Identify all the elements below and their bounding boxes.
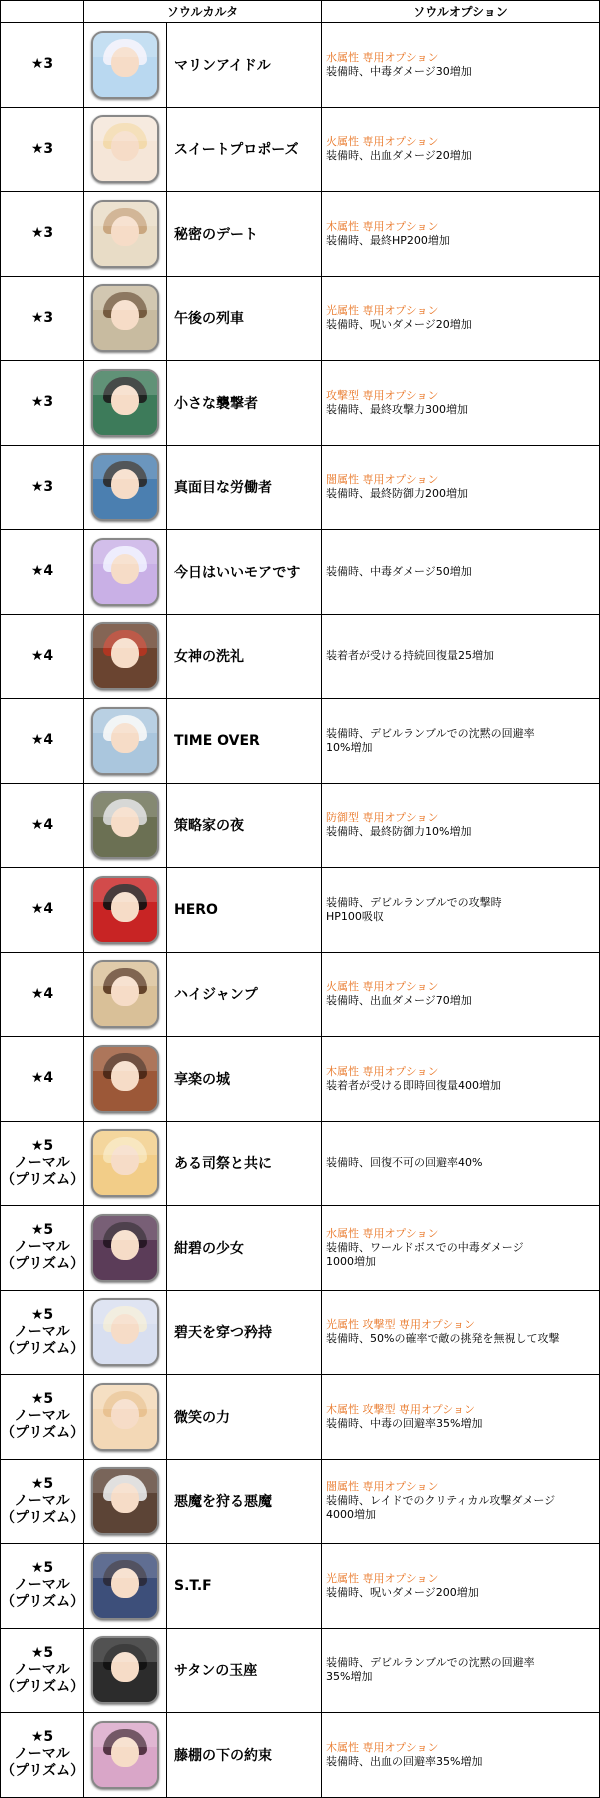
carta-name: 午後の列車 <box>167 276 322 361</box>
portrait-gloss <box>93 1554 157 1578</box>
option-description: 装備時、ワールドボスでの中毒ダメージ 1000増加 <box>326 1240 524 1268</box>
rarity-line: ★4 <box>30 1070 54 1087</box>
carta-portrait-icon[interactable] <box>91 1129 159 1197</box>
rarity-line: （プリズム） <box>1 1763 85 1780</box>
table-row <box>1 445 600 530</box>
portrait-gloss <box>93 709 157 733</box>
option-cell <box>322 1290 600 1375</box>
carta-portrait-icon[interactable] <box>91 1383 159 1451</box>
portrait-gloss <box>93 1131 157 1155</box>
table-row <box>1 1544 600 1629</box>
icon-cell <box>84 1459 167 1544</box>
option-description: 装備時、最終HP200増加 <box>326 233 450 247</box>
rarity-line: （プリズム） <box>1 1256 85 1273</box>
carta-name: 碧天を穿つ矜持 <box>167 1290 322 1375</box>
table-row <box>1 361 600 446</box>
option-description: 装備時、最終防御力200増加 <box>326 487 469 501</box>
table-row <box>1 1459 600 1544</box>
rarity-line: （プリズム） <box>1 1594 85 1611</box>
rarity-line: ★4 <box>30 816 54 833</box>
option-cell <box>322 614 600 699</box>
rarity-line: ★3 <box>30 394 54 411</box>
portrait-gloss <box>93 1216 157 1240</box>
option-cell <box>322 699 600 784</box>
rarity-line: （プリズム） <box>1 1171 85 1188</box>
carta-name: TIME OVER <box>167 699 322 784</box>
option-cell <box>322 1544 600 1629</box>
option-cell <box>322 1713 600 1798</box>
option-tag: 防御型 専用オプション <box>326 811 439 825</box>
option-description: 装備時、デビルランブルでの攻撃時 HP100吸収 <box>326 895 502 923</box>
option-tag: 火属性 専用オプション <box>326 135 439 149</box>
carta-portrait-icon[interactable] <box>91 622 159 690</box>
option-description: 装備時、デビルランブルでの沈黙の回避率 35%増加 <box>326 1656 535 1684</box>
option-cell <box>322 1121 600 1206</box>
rarity-cell <box>1 23 84 108</box>
option-cell <box>322 783 600 868</box>
portrait-gloss <box>93 1469 157 1493</box>
rarity-line: ★5 <box>30 1729 54 1746</box>
carta-name: 秘密のデート <box>167 192 322 277</box>
option-cell <box>322 276 600 361</box>
rarity-line: ★4 <box>30 647 54 664</box>
carta-name: 小さな襲撃者 <box>167 361 322 446</box>
option-description: 装備時、デビルランブルでの沈黙の回避率 10%増加 <box>326 726 535 754</box>
carta-portrait-icon[interactable] <box>91 960 159 1028</box>
carta-name: S.T.F <box>167 1544 322 1629</box>
icon-cell <box>84 1544 167 1629</box>
icon-cell <box>84 952 167 1037</box>
header-rarity <box>1 1 84 23</box>
table-row <box>1 1121 600 1206</box>
rarity-line: （プリズム） <box>1 1425 85 1442</box>
portrait-gloss <box>93 1638 157 1662</box>
carta-name: 紺碧の少女 <box>167 1206 322 1291</box>
carta-portrait-icon[interactable] <box>91 31 159 99</box>
carta-name: 真面目な労働者 <box>167 445 322 530</box>
carta-name: ハイジャンプ <box>167 952 322 1037</box>
table-row <box>1 783 600 868</box>
rarity-cell <box>1 1628 84 1713</box>
option-cell <box>322 107 600 192</box>
rarity-cell <box>1 952 84 1037</box>
rarity-cell <box>1 1206 84 1291</box>
option-cell <box>322 445 600 530</box>
rarity-line: ★5 <box>30 1222 54 1239</box>
rarity-line: （プリズム） <box>1 1509 85 1526</box>
rarity-cell <box>1 1290 84 1375</box>
rarity-cell <box>1 361 84 446</box>
option-description: 装備時、最終防御力10%増加 <box>326 825 472 839</box>
rarity-line: ノーマル <box>14 1323 70 1340</box>
carta-portrait-icon[interactable] <box>91 1467 159 1535</box>
table-row <box>1 23 600 108</box>
rarity-line: ★5 <box>30 1391 54 1408</box>
option-tag: 光属性 専用オプション <box>326 1571 439 1585</box>
table-row <box>1 1206 600 1291</box>
portrait-gloss <box>93 117 157 141</box>
portrait-gloss <box>93 33 157 57</box>
option-cell <box>322 1459 600 1544</box>
rarity-line: ★4 <box>30 901 54 918</box>
rarity-line: ★3 <box>30 225 54 242</box>
rarity-line: ★4 <box>30 732 54 749</box>
rarity-cell <box>1 445 84 530</box>
rarity-cell <box>1 530 84 615</box>
rarity-line: ★5 <box>30 1137 54 1154</box>
rarity-line: ★3 <box>30 309 54 326</box>
rarity-line: ★3 <box>30 140 54 157</box>
option-cell <box>322 530 600 615</box>
icon-cell <box>84 614 167 699</box>
portrait-gloss <box>93 1047 157 1071</box>
rarity-cell <box>1 614 84 699</box>
icon-cell <box>84 361 167 446</box>
table-header-row <box>1 1 600 23</box>
portrait-gloss <box>93 371 157 395</box>
table-row <box>1 1375 600 1460</box>
carta-name: 女神の洗礼 <box>167 614 322 699</box>
carta-name: 今日はいいモアです <box>167 530 322 615</box>
rarity-line: ★3 <box>30 478 54 495</box>
icon-cell <box>84 1713 167 1798</box>
rarity-cell <box>1 868 84 953</box>
option-tag: 木属性 専用オプション <box>326 1064 439 1078</box>
portrait-gloss <box>93 624 157 648</box>
carta-portrait-icon[interactable] <box>91 1636 159 1704</box>
rarity-line: ノーマル <box>14 1746 70 1763</box>
carta-portrait-icon[interactable] <box>91 1552 159 1620</box>
carta-portrait-icon[interactable] <box>91 200 159 268</box>
rarity-line: ノーマル <box>14 1408 70 1425</box>
carta-name: 策略家の夜 <box>167 783 322 868</box>
table-body <box>1 23 600 1798</box>
table-row <box>1 614 600 699</box>
portrait-gloss <box>93 878 157 902</box>
icon-cell <box>84 530 167 615</box>
option-description: 装備時、50%の確率で敵の挑発を無視して攻撃 <box>326 1332 560 1346</box>
carta-portrait-icon[interactable] <box>91 791 159 859</box>
option-cell <box>322 1206 600 1291</box>
rarity-line: ★5 <box>30 1644 54 1661</box>
table-row <box>1 530 600 615</box>
carta-name: HERO <box>167 868 322 953</box>
carta-portrait-icon[interactable] <box>91 369 159 437</box>
option-cell <box>322 1628 600 1713</box>
carta-name: サタンの玉座 <box>167 1628 322 1713</box>
option-description: 装備時、回復不可の回避率40% <box>326 1156 483 1170</box>
carta-portrait-icon[interactable] <box>91 284 159 352</box>
carta-portrait-icon[interactable] <box>91 538 159 606</box>
option-tag: 光属性 専用オプション <box>326 304 439 318</box>
table-row <box>1 868 600 953</box>
icon-cell <box>84 1037 167 1122</box>
carta-portrait-icon[interactable] <box>91 1214 159 1282</box>
rarity-cell <box>1 783 84 868</box>
icon-cell <box>84 699 167 784</box>
table-row <box>1 1290 600 1375</box>
option-description: 装備時、出血ダメージ20増加 <box>326 149 472 163</box>
option-cell <box>322 868 600 953</box>
carta-name: マリンアイドル <box>167 23 322 108</box>
table-row <box>1 1628 600 1713</box>
option-description: 装備時、中毒ダメージ30増加 <box>326 64 472 78</box>
option-tag: 闇属性 専用オプション <box>326 1480 439 1494</box>
option-description: 装備時、中毒ダメージ50増加 <box>326 564 472 578</box>
rarity-line: （プリズム） <box>1 1678 85 1695</box>
icon-cell <box>84 276 167 361</box>
option-cell <box>322 23 600 108</box>
option-description: 装備時、中毒の回避率35%増加 <box>326 1416 483 1430</box>
option-description: 装備時、出血の回避率35%増加 <box>326 1754 483 1768</box>
icon-cell <box>84 107 167 192</box>
rarity-cell <box>1 276 84 361</box>
carta-portrait-icon[interactable] <box>91 453 159 521</box>
table-row <box>1 952 600 1037</box>
rarity-line: ★4 <box>30 563 54 580</box>
option-tag: 攻撃型 専用オプション <box>326 388 439 402</box>
portrait-gloss <box>93 1385 157 1409</box>
option-cell <box>322 1375 600 1460</box>
option-tag: 水属性 専用オプション <box>326 50 439 64</box>
option-cell <box>322 1037 600 1122</box>
rarity-line: ノーマル <box>14 1661 70 1678</box>
carta-name: ある司祭と共に <box>167 1121 322 1206</box>
rarity-cell <box>1 192 84 277</box>
portrait-gloss <box>93 1300 157 1324</box>
option-description: 装備時、最終攻撃力300増加 <box>326 402 469 416</box>
portrait-gloss <box>93 540 157 564</box>
rarity-line: ★4 <box>30 985 54 1002</box>
carta-portrait-icon[interactable] <box>91 707 159 775</box>
header-soul-option: ソウルオプション <box>322 1 600 23</box>
table-row <box>1 1037 600 1122</box>
carta-name: 悪魔を狩る悪魔 <box>167 1459 322 1544</box>
option-cell <box>322 952 600 1037</box>
table-row <box>1 1713 600 1798</box>
option-tag: 火属性 専用オプション <box>326 980 439 994</box>
carta-portrait-icon[interactable] <box>91 1045 159 1113</box>
carta-name: スイートプロポーズ <box>167 107 322 192</box>
carta-portrait-icon[interactable] <box>91 1721 159 1789</box>
option-tag: 木属性 専用オプション <box>326 219 439 233</box>
option-tag: 木属性 専用オプション <box>326 1740 439 1754</box>
rarity-line: ノーマル <box>14 1492 70 1509</box>
rarity-line: ノーマル <box>14 1577 70 1594</box>
portrait-gloss <box>93 962 157 986</box>
option-description: 装備時、出血ダメージ70増加 <box>326 994 472 1008</box>
option-description: 装備時、レイドでのクリティカル攻撃ダメージ 4000増加 <box>326 1494 556 1522</box>
carta-name: 微笑の力 <box>167 1375 322 1460</box>
rarity-cell <box>1 1037 84 1122</box>
portrait-gloss <box>93 286 157 310</box>
portrait-gloss <box>93 793 157 817</box>
option-cell <box>322 361 600 446</box>
rarity-cell <box>1 107 84 192</box>
carta-portrait-icon[interactable] <box>91 876 159 944</box>
header-soul-carta: ソウルカルタ <box>84 1 322 23</box>
portrait-gloss <box>93 455 157 479</box>
rarity-cell <box>1 1375 84 1460</box>
rarity-cell <box>1 1121 84 1206</box>
option-tag: 水属性 専用オプション <box>326 1226 439 1240</box>
option-tag: 闇属性 専用オプション <box>326 473 439 487</box>
rarity-cell <box>1 1713 84 1798</box>
option-description: 装備時、呪いダメージ200増加 <box>326 1585 479 1599</box>
icon-cell <box>84 1628 167 1713</box>
rarity-line: ノーマル <box>14 1154 70 1171</box>
rarity-cell <box>1 1544 84 1629</box>
rarity-cell <box>1 1459 84 1544</box>
portrait-gloss <box>93 202 157 226</box>
icon-cell <box>84 23 167 108</box>
icon-cell <box>84 1206 167 1291</box>
icon-cell <box>84 783 167 868</box>
table-row <box>1 192 600 277</box>
portrait-gloss <box>93 1723 157 1747</box>
icon-cell <box>84 192 167 277</box>
table-row <box>1 699 600 784</box>
icon-cell <box>84 1290 167 1375</box>
option-tag: 木属性 攻撃型 専用オプション <box>326 1402 476 1416</box>
icon-cell <box>84 868 167 953</box>
icon-cell <box>84 1121 167 1206</box>
carta-name: 藤棚の下の約束 <box>167 1713 322 1798</box>
rarity-line: （プリズム） <box>1 1340 85 1357</box>
option-description: 装着者が受ける持続回復量25増加 <box>326 649 495 663</box>
option-tag: 光属性 攻撃型 専用オプション <box>326 1318 476 1332</box>
rarity-line: ★5 <box>30 1560 54 1577</box>
rarity-line: ★3 <box>30 56 54 73</box>
carta-portrait-icon[interactable] <box>91 115 159 183</box>
option-description: 装備時、呪いダメージ20増加 <box>326 318 472 332</box>
rarity-line: ノーマル <box>14 1239 70 1256</box>
table-row <box>1 107 600 192</box>
carta-portrait-icon[interactable] <box>91 1298 159 1366</box>
table-row <box>1 276 600 361</box>
carta-name: 享楽の城 <box>167 1037 322 1122</box>
icon-cell <box>84 445 167 530</box>
rarity-cell <box>1 699 84 784</box>
rarity-line: ★5 <box>30 1306 54 1323</box>
rarity-line: ★5 <box>30 1475 54 1492</box>
option-cell <box>322 192 600 277</box>
icon-cell <box>84 1375 167 1460</box>
option-description: 装着者が受ける即時回復量400増加 <box>326 1078 502 1092</box>
